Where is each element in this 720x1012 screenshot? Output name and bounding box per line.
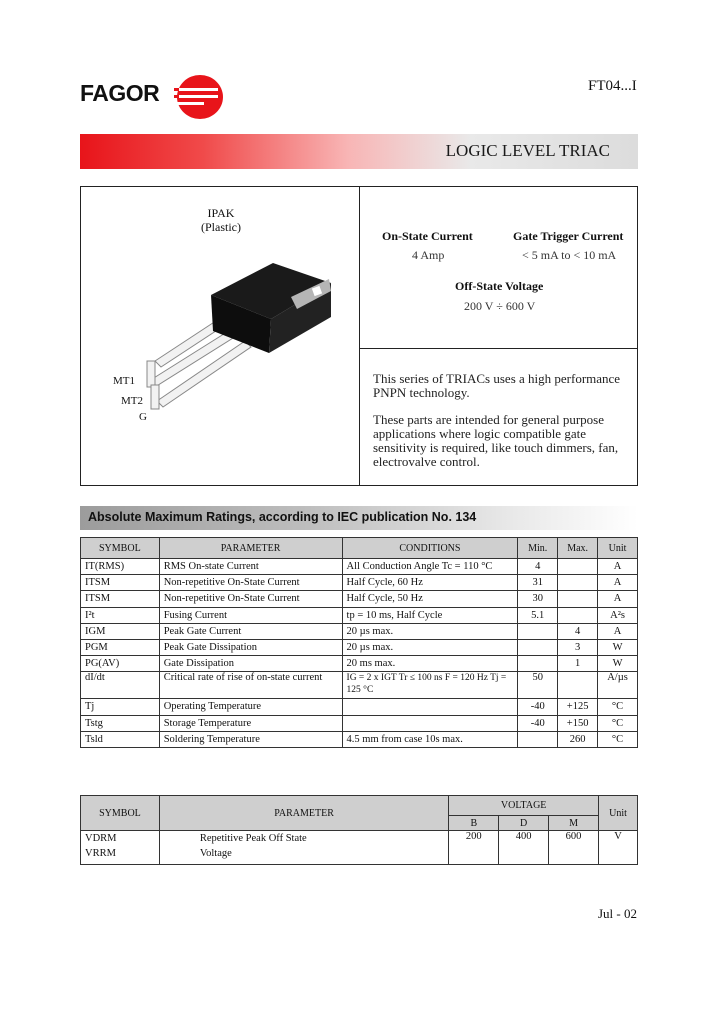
table-cell: Peak Gate Current [159, 623, 342, 639]
table-cell: A [598, 559, 638, 575]
table-cell: °C [598, 731, 638, 747]
table-cell: Operating Temperature [159, 699, 342, 715]
ipak-package-illustration [141, 257, 341, 417]
table-cell [558, 607, 598, 623]
table-cell: 200 [449, 831, 499, 865]
table-row [81, 656, 638, 672]
parameter-line: Repetitive Peak Off State [199, 833, 307, 844]
table-cell: 4 [518, 559, 558, 575]
table-cell: A [598, 623, 638, 639]
table-subheader: M [549, 816, 599, 831]
table-row [81, 623, 638, 639]
table-row [81, 575, 638, 591]
table-cell: tp = 10 ms, Half Cycle [342, 607, 518, 623]
table-cell [558, 672, 598, 699]
divider [359, 187, 360, 485]
table-cell [159, 831, 448, 865]
table-cell: 1 [558, 656, 598, 672]
table-cell: A/µs [598, 672, 638, 699]
table-cell: ITSM [81, 575, 160, 591]
package-name: IPAK [207, 206, 235, 220]
footer-date: Jul - 02 [598, 906, 637, 921]
divider [359, 348, 638, 349]
table-header: PARAMETER [159, 538, 342, 559]
pin-label-g: G [139, 411, 147, 423]
table-cell [81, 831, 160, 865]
table-cell: Half Cycle, 60 Hz [342, 575, 518, 591]
table-row [81, 715, 638, 731]
table-cell: +150 [558, 715, 598, 731]
table-cell: ITSM [81, 591, 160, 607]
table-cell: °C [598, 699, 638, 715]
table-cell: 5.1 [518, 607, 558, 623]
table-cell: 3 [558, 639, 598, 655]
package-material: (Plastic) [201, 220, 241, 234]
table-cell: Non-repetitive On-State Current [159, 575, 342, 591]
table-cell: A [598, 575, 638, 591]
table-cell [518, 731, 558, 747]
voltage-table [80, 795, 638, 865]
table-cell: W [598, 639, 638, 655]
table-cell: Tsld [81, 731, 160, 747]
table-cell: Critical rate of rise of on-state current [159, 672, 342, 699]
table-cell: IT(RMS) [81, 559, 160, 575]
table-cell: 31 [518, 575, 558, 591]
table-cell: 600 [549, 831, 599, 865]
off-state-label: Off-State Voltage [455, 279, 544, 293]
table-cell: dI/dt [81, 672, 160, 699]
table-cell [558, 591, 598, 607]
fagor-logo-icon [172, 74, 224, 120]
table-cell: All Conduction Angle Tc = 110 °C [342, 559, 518, 575]
on-state-current-label: On-State Current [382, 229, 473, 243]
title-bar [80, 134, 638, 169]
table-cell: 4 [558, 623, 598, 639]
table-cell: Soldering Temperature [159, 731, 342, 747]
table-cell: IGM [81, 623, 160, 639]
table-cell: +125 [558, 699, 598, 715]
table-cell: PG(AV) [81, 656, 160, 672]
symbol-vdrm: VDRM [85, 833, 117, 844]
pin-label-mt2: MT2 [121, 395, 143, 407]
table-row [81, 731, 638, 747]
brand-logo-text: FAGOR [80, 80, 160, 106]
table-cell: 20 µs max. [342, 623, 518, 639]
table-subheader: B [449, 816, 499, 831]
table-cell: Non-repetitive On-State Current [159, 591, 342, 607]
gate-trigger-value: < 5 mA to < 10 mA [522, 248, 617, 262]
parameter-line: Voltage [199, 848, 232, 859]
table-cell: °C [598, 715, 638, 731]
table-cell: IG = 2 x IGT Tr ≤ 100 ns F = 120 Hz Tj = 125 °C [342, 672, 518, 699]
table-cell: I²t [81, 607, 160, 623]
table-cell: -40 [518, 699, 558, 715]
table-cell: Tstg [81, 715, 160, 731]
table-cell: Tj [81, 699, 160, 715]
table-row [81, 607, 638, 623]
table-cell: Half Cycle, 50 Hz [342, 591, 518, 607]
table-cell: 20 ms max. [342, 656, 518, 672]
on-state-current-value: 4 Amp [412, 248, 445, 262]
table-cell [558, 575, 598, 591]
table-cell: A²s [598, 607, 638, 623]
table-header: Max. [558, 538, 598, 559]
table-cell: 30 [518, 591, 558, 607]
table-cell: 20 µs max. [342, 639, 518, 655]
table-row [81, 559, 638, 575]
table-cell: Storage Temperature [159, 715, 342, 731]
table-cell: 4.5 mm from case 10s max. [342, 731, 518, 747]
table-cell: -40 [518, 715, 558, 731]
part-number: FT04...I [588, 78, 637, 94]
table-header: SYMBOL [81, 796, 160, 831]
table-cell [558, 559, 598, 575]
table-subheader: D [499, 816, 549, 831]
off-state-value: 200 V ÷ 600 V [464, 299, 536, 313]
table-header: CONDITIONS [342, 538, 518, 559]
table-cell: 260 [558, 731, 598, 747]
table-header: PARAMETER [159, 796, 448, 831]
table-cell [342, 699, 518, 715]
table-cell: Fusing Current [159, 607, 342, 623]
table-cell: 400 [499, 831, 549, 865]
document-title: LOGIC LEVEL TRIAC [445, 141, 610, 160]
table-cell [518, 639, 558, 655]
ratings-section-title: Absolute Maximum Ratings, according to IEC publication No. 134 [88, 510, 477, 524]
table-cell [342, 715, 518, 731]
ratings-table [80, 537, 638, 748]
feature-box [80, 186, 638, 486]
table-cell: W [598, 656, 638, 672]
table-cell: A [598, 591, 638, 607]
table-cell: 50 [518, 672, 558, 699]
table-cell: PGM [81, 639, 160, 655]
table-cell [518, 623, 558, 639]
gate-trigger-label: Gate Trigger Current [513, 229, 624, 243]
table-cell: Gate Dissipation [159, 656, 342, 672]
table-header: Min. [518, 538, 558, 559]
description-paragraph-2: These parts are intended for general purpose applications where logic compatible gate sensitivity is required, like touch dimmers, fan, electrovalve control. [373, 412, 619, 469]
table-cell: Peak Gate Dissipation [159, 639, 342, 655]
description-paragraph-1: This series of TRIACs uses a high performance PNPN technology. [373, 371, 621, 400]
table-row [81, 591, 638, 607]
table-header: Unit [599, 796, 638, 831]
table-row [81, 672, 638, 699]
table-cell: V [599, 831, 638, 865]
symbol-vrrm: VRRM [85, 848, 116, 859]
table-header: SYMBOL [81, 538, 160, 559]
table-header: Unit [598, 538, 638, 559]
pin-label-mt1: MT1 [113, 375, 135, 387]
table-header: VOLTAGE [449, 796, 599, 816]
table-row [81, 639, 638, 655]
table-cell: RMS On-state Current [159, 559, 342, 575]
ratings-section-bar [80, 506, 638, 530]
table-cell [518, 656, 558, 672]
table-row [81, 699, 638, 715]
